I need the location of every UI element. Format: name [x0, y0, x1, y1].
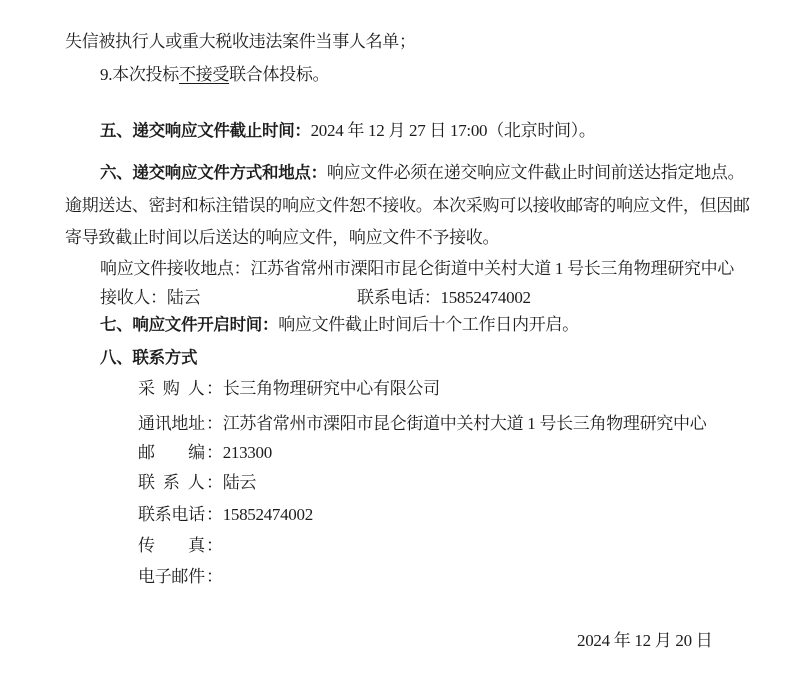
- section-6-cont-1: [65, 195, 750, 217]
- receiver-value: 陆云: [166, 288, 201, 307]
- contact-row-address: [138, 413, 706, 435]
- email-label: 电子邮件: [138, 567, 205, 586]
- address-label: 通讯地址: [138, 414, 205, 433]
- line-date: [577, 630, 712, 652]
- person-label: 联 系 人: [138, 473, 205, 492]
- receiver-phone-value: 15852474002: [440, 288, 531, 307]
- buyer-value: 长三角物理研究中心有限公司: [222, 379, 440, 398]
- address-value: 江苏省常州市溧阳市昆仑街道中关村大道 1 号长三角物理研究中心: [222, 414, 707, 433]
- section-5-text: 2024 年 12 月 27 日 17:00（北京时间）。: [310, 121, 596, 140]
- section-6-heading: 六、递交响应文件方式和地点：: [100, 164, 327, 182]
- line-no-consortium: [100, 64, 329, 86]
- section-5-heading: 五、递交响应文件截止时间：: [100, 122, 311, 140]
- line-blacklist-clause: [65, 31, 416, 53]
- fax-label: 传 真: [138, 536, 205, 555]
- receive-location-colon: ：: [233, 259, 251, 278]
- no-consortium-underlined: 不接受: [178, 65, 230, 84]
- zip-value: 213300: [222, 443, 272, 462]
- receiver-colon: ：: [150, 288, 167, 307]
- section-6-text-line1: 响应文件必须在递交响应文件截止时间前送达指定地点。: [326, 163, 745, 182]
- person-colon: ：: [206, 473, 223, 492]
- contact-row-email: [138, 566, 223, 588]
- receive-location-label: 响应文件接收地点: [100, 259, 234, 278]
- line-receiver: [100, 287, 200, 309]
- section-8-heading: 八、联系方式: [100, 349, 198, 367]
- blacklist-clause-text: 失信被执行人或重大税收违法案件当事人名单；: [65, 32, 416, 51]
- date-text: 2024 年 12 月 20 日: [577, 631, 713, 650]
- contact-row-phone: [138, 504, 313, 526]
- contact-row-zip: [138, 442, 272, 464]
- zip-label: 邮 编: [138, 443, 205, 462]
- no-consortium-pre: 9.本次投标: [100, 65, 179, 84]
- section-7-heading: 七、响应文件开启时间：: [100, 316, 279, 334]
- section-6-text-line3: 寄导致截止时间以后送达的响应文件，响应文件不予接收。: [65, 228, 500, 247]
- no-consortium-post: 联合体投标。: [229, 65, 330, 84]
- phone-label: 联系电话: [138, 505, 205, 524]
- section-6-method: [100, 162, 744, 184]
- phone-colon: ：: [206, 505, 223, 524]
- receiver-phone-label: 联系电话: [357, 288, 424, 307]
- section-6-text-line2: 逾期送达、密封和标注错误的响应文件恕不接收。本次采购可以接收邮寄的响应文件，但因邮: [65, 196, 750, 215]
- receiver-label: 接收人: [100, 288, 151, 307]
- section-7-text: 响应文件截止时间后十个工作日内开启。: [278, 315, 579, 334]
- person-value: 陆云: [222, 473, 257, 492]
- receiver-phone-colon: ：: [423, 288, 441, 307]
- receive-location-value: 江苏省常州市溧阳市昆仑街道中关村大道 1 号长三角物理研究中心: [250, 259, 735, 278]
- section-7-opening: [100, 314, 579, 336]
- section-6-cont-2: [65, 227, 499, 249]
- address-colon: ：: [206, 414, 223, 433]
- buyer-label: 采 购 人: [138, 379, 205, 398]
- zip-colon: ：: [206, 443, 223, 462]
- line-receiver-phone: [357, 287, 531, 309]
- fax-colon: ：: [206, 536, 223, 555]
- section-5-deadline: [100, 120, 596, 142]
- contact-row-person: [138, 472, 256, 494]
- email-colon: ：: [206, 567, 223, 586]
- phone-value: 15852474002: [222, 505, 313, 524]
- contact-row-fax: [138, 535, 223, 557]
- line-receive-location: [100, 258, 734, 280]
- contact-row-buyer: [138, 378, 440, 400]
- section-8-contact-title: [100, 347, 197, 369]
- buyer-colon: ：: [206, 379, 223, 398]
